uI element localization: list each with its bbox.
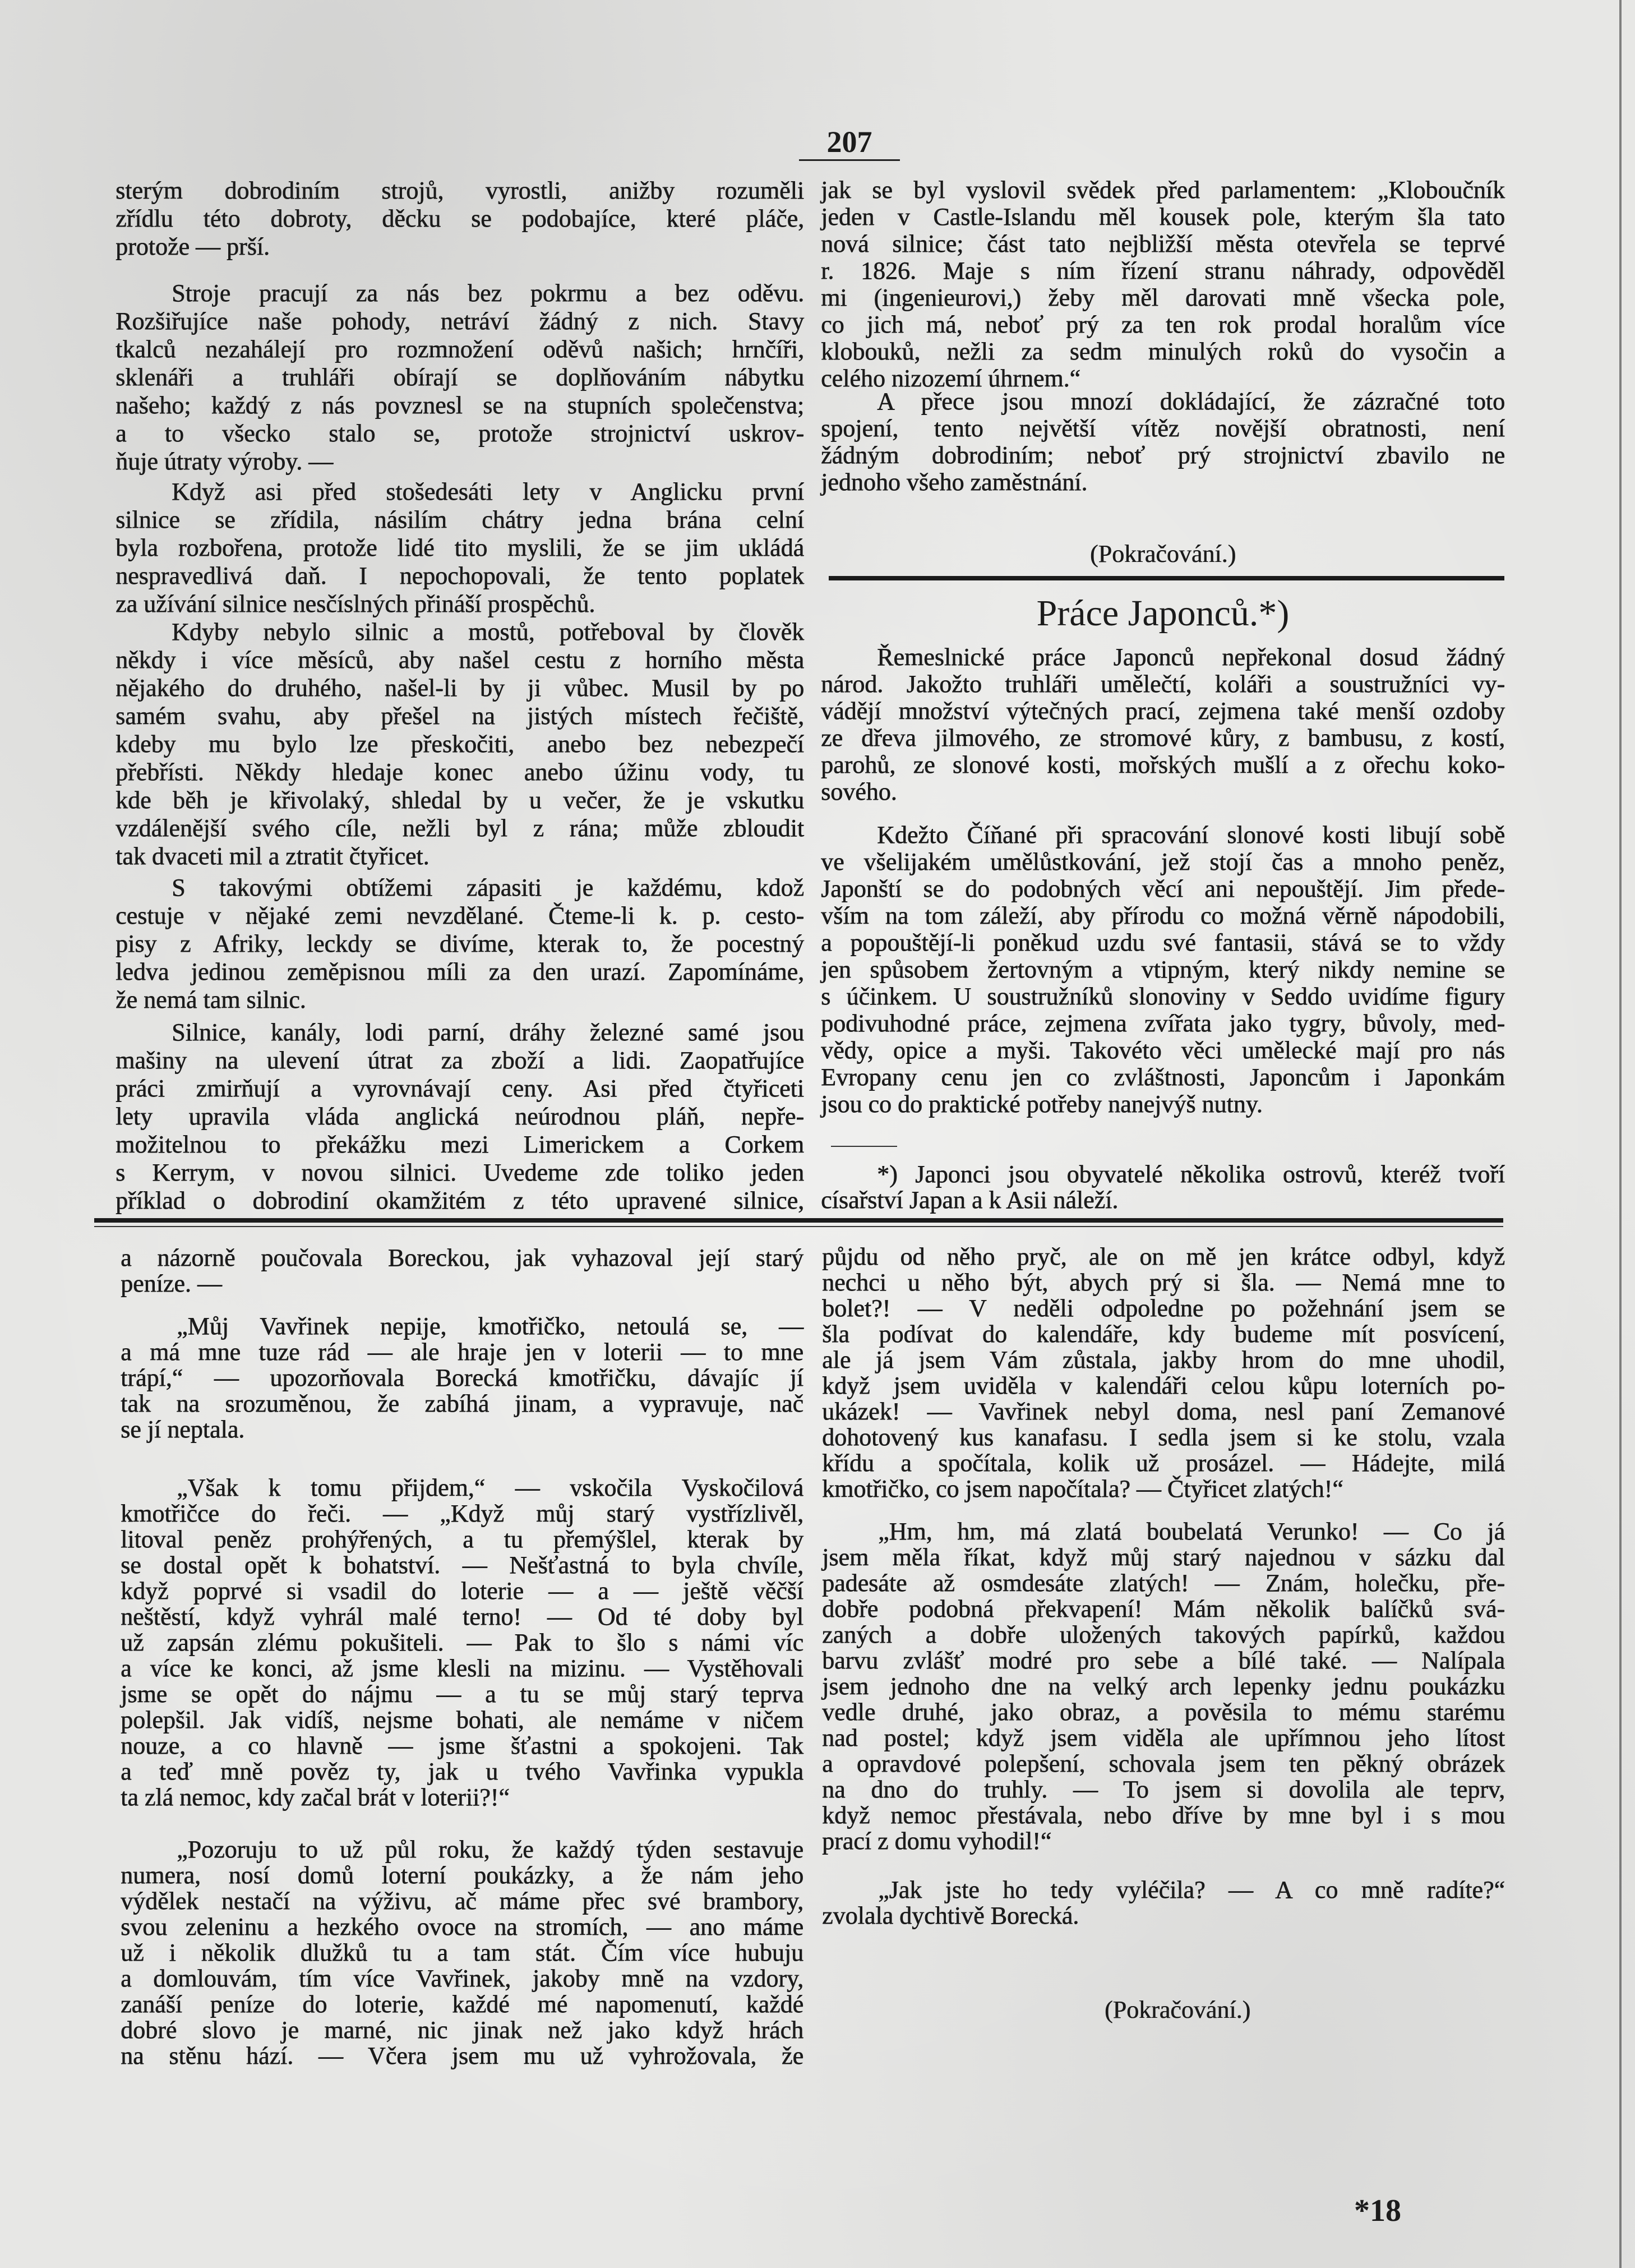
text-line: kmotřičko, co jsem napočítala? — Čtyřicet zlatých!“ (822, 1475, 1343, 1502)
text-line: a popouštějí-li poněkud uzdu své fantasii, stává se to vždy (821, 929, 1505, 956)
text-line: kde běh je křivolaký, shledal by u večer, že je vskutku (116, 786, 804, 814)
text-line: dobré slovo je marné, nic jinak než jako když hrách (121, 2016, 803, 2044)
paragraph (821, 822, 1505, 1118)
paragraph (821, 388, 1505, 496)
text-line: Řemeslnické práce Japonců nepřekonal dosud žádný (877, 643, 1505, 671)
text-line: a více ke konci, až jsme klesli na mizinu. — Vystěhovali (121, 1654, 803, 1682)
paragraph (121, 1475, 803, 1810)
paragraph (821, 177, 1505, 392)
text-line: A přece jsou mnozí dokládající, že zázračné toto (877, 388, 1505, 415)
text-line: ledva jedinou zeměpisnou míli za den urazí. Zapomínáme, (116, 958, 804, 985)
text-line: svou zeleninu a hezkého ovoce na stromích, — ano máme (121, 1913, 803, 1940)
text-line: lety upravila vláda anglická neúrodnou pláň, nepře- (116, 1103, 804, 1130)
text-line: klobouků, nežli za sedm minulých roků do vysočin a (821, 338, 1505, 365)
text-line: samém svahu, aby přešel na jistých místech řečiště, (116, 702, 804, 730)
text-line: přebřísti. Někdy hledaje konec anebo úžinu vody, tu (116, 758, 804, 786)
text-line: celého nizozemí úhrnem.“ (821, 365, 1081, 392)
paragraph (121, 1837, 803, 2069)
text-line: protože — prší. (116, 233, 270, 260)
section-divider (829, 576, 1504, 580)
text-line: jsem jednoho dne na velký arch lepenky jednu poukázku (822, 1672, 1505, 1700)
text-line: ve všelijakém umělůstkování, jež stojí čas a mnoho peněz, (821, 848, 1505, 875)
text-line: podivuhodné práce, zejmena zvířata jako tygry, bůvoly, med- (821, 1009, 1505, 1037)
text-line: národ. Jakožto truhláři umělečtí, koláři a soustružníci vy- (821, 670, 1505, 698)
text-line: jak se byl vyslovil svědek před parlamentem: „Kloboučník (821, 176, 1505, 204)
text-line: tak na srozuměnou, že zabíhá jinam, a vypravuje, nač (121, 1390, 803, 1417)
text-line: vedle druhé, jako obraz, a pověsila to mému starému (822, 1698, 1505, 1726)
text-line: neštěstí, když vyhrál malé terno! — Od té doby byl (121, 1603, 803, 1630)
text-line: a má mne tuze rád — ale hraje jen v loterii — to mne (121, 1338, 803, 1366)
text-line: jeden v Castle-Islandu měl kousek pole, kterým šla tato (821, 203, 1505, 231)
text-line: r. 1826. Maje s ním řízení stranu náhrady, odpověděl (821, 257, 1505, 284)
text-line: zanáší peníze do loterie, každé mé napomenutí, každé (121, 1990, 803, 2018)
paragraph (116, 1018, 804, 1215)
text-line: „Můj Vavřinek nepije, kmotřičko, netoulá se, — (177, 1312, 803, 1340)
text-line: polepšil. Jak vidíš, nejsme bohati, ale nemáme v ničem (121, 1706, 803, 1734)
text-line: cestuje v nějaké zemi nevzdělané. Čteme-li k. p. cesto- (116, 902, 804, 929)
text-line: ukázek! — Vavřinek nebyl doma, nesl paní Zemanové (822, 1398, 1505, 1425)
text-line: pisy z Afriky, leckdy se divíme, kterak to, že pocestný (116, 930, 804, 957)
paragraph (116, 874, 804, 1014)
text-line: nespravedlivá daň. I nepochopovali, že tento poplatek (116, 562, 804, 589)
feuilleton-divider-thin (94, 1226, 1503, 1227)
text-line: spojení, tento největší vítěz novější obratnosti, není (821, 414, 1505, 442)
text-line: už i několik dlužků tu a tam stát. Čím více hubuju (121, 1939, 803, 1966)
text-line: zaných a dobře uložených takových papírků, každou (822, 1621, 1505, 1648)
text-line: že nemá tam silnic. (116, 986, 306, 1013)
text-line: našeho; každý z nás povznesl se na stupních společenstva; (116, 391, 804, 419)
text-line: na stěnu hází. — Včera jsem mu už vyhrožovala, že (121, 2042, 803, 2069)
text-line: Když asi před stošedesáti lety v Anglicku první (172, 478, 804, 505)
paragraph (822, 1244, 1505, 1502)
text-line: ale já jsem Vám zůstala, jakby hrom do mne uhodil, (822, 1346, 1505, 1373)
continued-label: (Pokračování.) (1089, 540, 1236, 568)
text-line: „Jak jste ho tedy vyléčila? — A co mně radíte?“ (878, 1876, 1505, 1903)
text-line: když nemoc přestávala, nebo dříve by mne byl i s mou (822, 1801, 1505, 1829)
text-line: Evropany cenu jen co zvláštnosti, Japoncům i Japonkám (821, 1063, 1505, 1091)
paragraph (821, 644, 1505, 805)
footnote-rule (831, 1146, 897, 1147)
text-line: jsem měla říkat, když můj starý najednou v sázku dal (822, 1543, 1505, 1571)
text-line: když poprvé si vsadil do loterie — a — ještě věčší (121, 1577, 803, 1605)
text-line: nad postel; když jsem viděla ale upřímnou jeho lítost (822, 1724, 1505, 1751)
text-line: zvolala dychtivě Borecká. (822, 1902, 1079, 1929)
paragraph (121, 1245, 803, 1297)
text-line: Stroje pracují za nás bez pokrmu a bez oděvu. (172, 279, 804, 307)
text-line: jednoho všeho zaměstnání. (821, 468, 1088, 496)
text-line: půjdu od něho pryč, ale on mě jen krátce odbyl, když (822, 1243, 1505, 1270)
paragraph (121, 1313, 803, 1442)
text-line: parohů, ze slonové kosti, mořských mušlí a z ořechu koko- (821, 751, 1505, 778)
text-line: vším na tom záleží, aby přírodu co možná věrně nápodobili, (821, 902, 1505, 929)
text-line: císařství Japan a k Asii náleží. (821, 1186, 1119, 1214)
footnote (821, 1161, 1505, 1213)
paragraph (822, 1877, 1505, 1929)
text-line: sklenáři a truhláři obírají se doplňováním nábytku (116, 363, 804, 391)
text-line: co jich má, neboť prý za ten rok prodal horalům více (821, 311, 1505, 338)
text-line: sterým dobrodiním strojů, vyrostli, anižby rozuměli (116, 177, 804, 204)
text-line: prací z domu vyhodil!“ (822, 1827, 1052, 1855)
scan-border (1619, 0, 1622, 2268)
text-line: byla rozbořena, protože lidé tito myslili, že se jim ukládá (116, 534, 804, 561)
text-line: a opravdové polepšení, schovala jsem ten pěkný obrázek (822, 1750, 1505, 1777)
text-line: Rozšiřujíce naše pohody, netráví žádný z nich. Stavy (116, 307, 804, 335)
signature-mark: *18 (1354, 2193, 1401, 2228)
text-line: nová silnice; část tato nejbližší města otevřela se teprvé (821, 230, 1505, 257)
text-line: padesáte až osmdesáte zlatých! — Znám, holečku, pře- (822, 1569, 1505, 1597)
text-line: s účinkem. U soustružníků slonoviny v Seddo uvidíme figury (821, 983, 1505, 1010)
text-line: S takovými obtížemi zápasiti je každému, kdož (172, 874, 804, 901)
text-line: ta zlá nemoc, kdy začal brát v loterii?!“ (121, 1783, 510, 1811)
text-line: kdeby mu bylo lze přeskočiti, anebo bez nebezpečí (116, 730, 804, 758)
text-line: práci zmirňují a vyrovnávají ceny. Asi před čtyřiceti (116, 1075, 804, 1102)
text-line: vzdálenější svého cíle, nežli byl z rána; může zbloudit (116, 814, 804, 842)
text-line: mi (ingenieurovi,) žeby měl darovati mně všecka pole, (821, 284, 1505, 311)
text-line: barvu zvlášť modré pro sebe a bílé také. — Nalípala (822, 1647, 1505, 1674)
text-line: dobře podobná překvapení! Mám několik balíčků svá- (822, 1595, 1505, 1622)
text-line: už zapsán zlému pokušiteli. — Pak to šlo s námi víc (121, 1629, 803, 1656)
text-line: *) Japonci jsou obyvatelé několika ostrovů, kteréž tvoří (877, 1160, 1505, 1188)
text-line: výdělek nestačí na výživu, ač máme přec své brambory, (121, 1887, 803, 1915)
text-line: na dno do truhly. — To jsem si dovolila ale teprv, (822, 1776, 1505, 1803)
text-line: s Kerrym, v novou silnici. Uvedeme zde toliko jeden (116, 1159, 804, 1186)
text-line: tak dvaceti mil a ztratit čtyřicet. (116, 842, 429, 870)
feuilleton-divider (94, 1218, 1503, 1223)
text-line: se jí neptala. (121, 1416, 245, 1443)
text-line: bolet?! — V neděli odpoledne po požehnání jsem se (822, 1294, 1505, 1322)
paragraph (116, 618, 804, 870)
text-line: Kdežto Číňané při spracování slonové kosti libují sobě (877, 821, 1505, 849)
text-line: vědy, opice a myši. Takovéto věci umělecké mají pro nás (821, 1036, 1505, 1064)
text-line: se dostal opět k bohatství. — Nešťastná to byla chvíle, (121, 1551, 803, 1579)
text-line: nouze, a co hlavně — jsme šťastni a spokojeni. Tak (121, 1732, 803, 1759)
continued-label: (Pokračování.) (1104, 1996, 1251, 2023)
text-line: a domlouvám, tím více Vavřinek, jakoby mně na vzdory, (121, 1965, 803, 1992)
text-line: šla podívat do kalendáře, kdy budeme mít posvícení, (822, 1320, 1505, 1348)
text-line: a teď mně pověz ty, jak u tvého Vavřinka vypukla (121, 1758, 803, 1785)
page-number: 207 (826, 125, 872, 159)
text-line: „Pozoruju to už půl roku, že každý týden sestavuje (177, 1836, 803, 1863)
text-line: ňuje útraty výroby. — (116, 448, 334, 475)
text-line: žádným dobrodiním; neboť prý strojnictví zbavilo ne (821, 441, 1505, 469)
text-line: silnice se zřídila, násilím chátry jedna brána celní (116, 506, 804, 533)
text-line: tkalců nezahálejí pro rozmnožení oděvů našich; hrnčíři, (116, 335, 804, 363)
text-line: zřídlu této dobroty, děcku se podobajíce, které pláče, (116, 205, 804, 232)
text-line: a názorně poučovala Boreckou, jak vyhazoval její starý (121, 1244, 803, 1271)
paragraph (116, 478, 804, 618)
text-line: sového. (821, 778, 897, 805)
text-line: nechci u něho být, abych prý si šla. — Nemá mne to (822, 1269, 1505, 1296)
text-line: křídu a spočítala, kolik už prosázel. — Hádejte, milá (822, 1449, 1505, 1477)
text-line: peníze. — (121, 1270, 222, 1297)
text-line: dohotovený kus kanafasu. I sedla jsem si ke stolu, vzala (822, 1423, 1505, 1451)
text-line: kmotřičce do řeči. — „Když můj starý vystřízlivěl, (121, 1500, 803, 1527)
text-line: „Však k tomu přijdem,“ — vskočila Vyskočilová (177, 1474, 803, 1501)
paragraph (116, 279, 804, 476)
page-number-underline (799, 159, 900, 161)
paragraph (116, 177, 804, 261)
article-title: Práce Japonců.*) (1036, 593, 1290, 634)
text-line: ze dřeva jilmového, ze stromové kůry, z bambusu, z kostí, (821, 724, 1505, 752)
text-line: jsou co do praktické potřeby nanejvýš nutny. (821, 1090, 1263, 1118)
text-line: a to všecko stalo se, protože strojnictví uskrov- (116, 420, 804, 447)
text-line: litoval peněz prohýřených, a tu přemýšlel, kterak by (121, 1525, 803, 1553)
text-line: někdy i více měsíců, aby našel cestu z horního města (116, 646, 804, 674)
text-line: příklad o dobrodiní okamžitém z této upravené silnice, (116, 1187, 804, 1214)
text-line: mašiny na ulevení útrat za zboží a lidi. Zaopatřujíce (116, 1047, 804, 1074)
text-line: trápí,“ — upozorňovala Borecká kmotřičku, dávajíc jí (121, 1364, 803, 1391)
text-line: jen spůsobem žertovným a vtipným, který nikdy nemine se (821, 956, 1505, 983)
text-line: Silnice, kanály, lodi parní, dráhy železné samé jsou (172, 1018, 804, 1046)
text-line: nějakého do druhého, našel-li by ji vůbec. Musil by po (116, 674, 804, 702)
text-line: možitelnou to překážku mezi Limerickem a Corkem (116, 1131, 804, 1158)
paragraph (822, 1519, 1505, 1854)
text-line: vádějí množství výtečných prací, zejmena také menší ozdoby (821, 697, 1505, 725)
text-line: „Hm, hm, má zlatá boubelatá Verunko! — Co já (878, 1518, 1505, 1545)
text-line: za užívání silnice nesčíslných přináší prospěchů. (116, 590, 595, 617)
text-line: numera, nosí domů loterní poukázky, a že nám jeho (121, 1861, 803, 1889)
text-line: když jsem uviděla v kalendáři celou kůpu loterních po- (822, 1372, 1505, 1399)
text-line: Kdyby nebylo silnic a mostů, potřeboval by člověk (172, 618, 804, 646)
text-line: jsme se opět do nájmu — a tu se můj starý teprva (121, 1680, 803, 1708)
text-line: Japonští se do podobných věcí ani nepouštějí. Jim přede- (821, 875, 1505, 902)
